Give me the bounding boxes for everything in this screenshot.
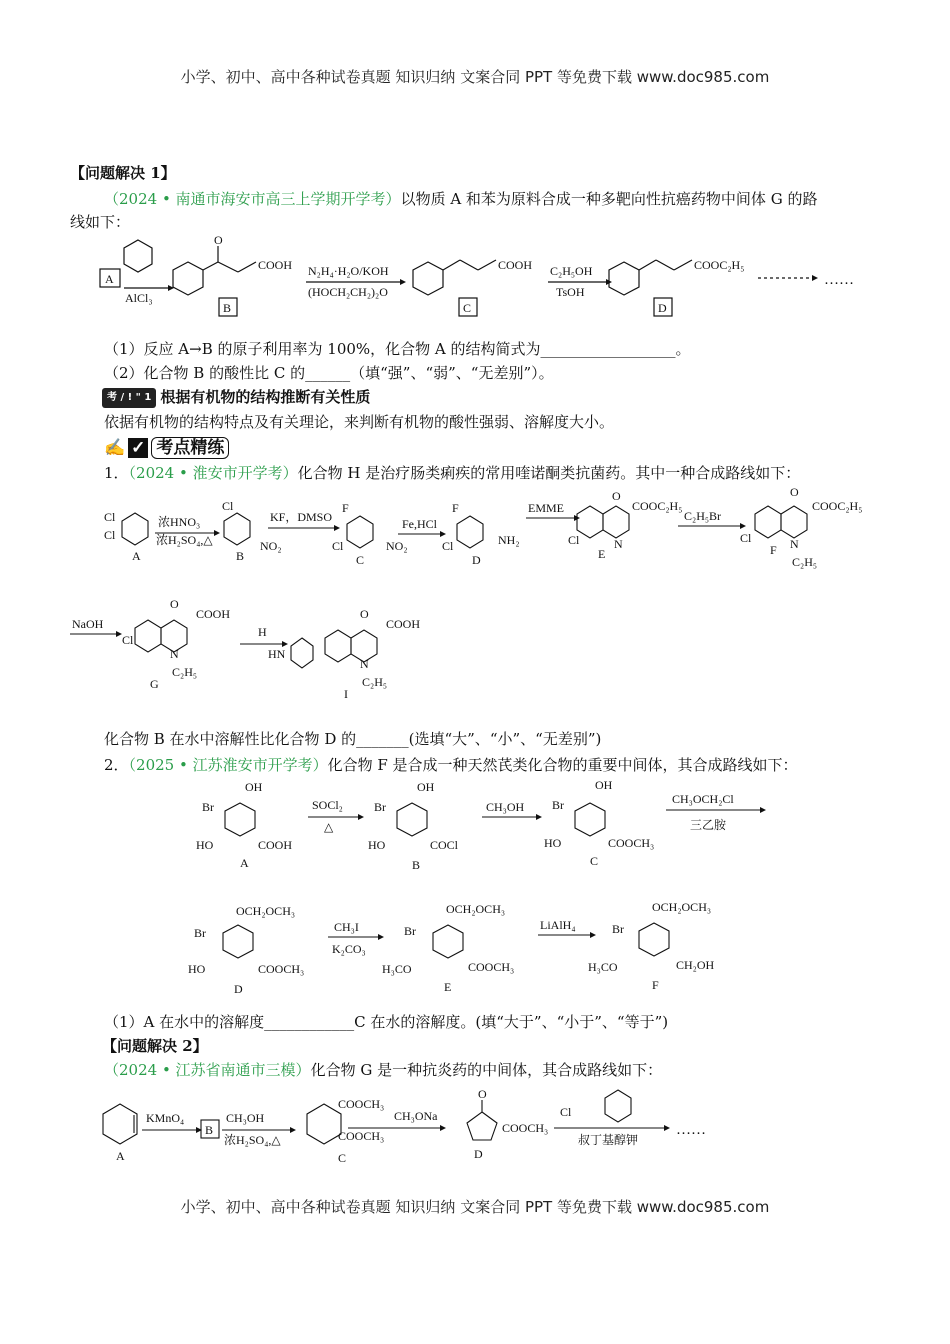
intro-text: 化合物 G 是一种抗炎药的中间体，其合成路线如下：	[310, 1061, 663, 1079]
cl-f: Cl	[740, 531, 752, 545]
ester-e: COOC₂H₅	[632, 499, 683, 513]
cocl-b: COCl	[430, 838, 459, 852]
h3co-f: H₃CO	[588, 960, 618, 974]
mom-f: OCH₂OCH₃	[652, 900, 712, 914]
label-B: B	[236, 549, 245, 563]
label-E: E	[598, 547, 606, 561]
reagent-alcl3: AlCl₃	[125, 291, 153, 305]
reagent-fe: Fe,HCl	[402, 517, 438, 531]
f-c: F	[342, 501, 349, 515]
et-f: C₂H₅	[792, 555, 818, 569]
label-D: D	[658, 301, 667, 315]
problem-1-intro	[104, 189, 817, 209]
ho-c: HO	[544, 836, 562, 850]
knowledge-point-title	[102, 387, 370, 408]
cl-e: Cl	[568, 533, 580, 547]
label-C: C	[463, 301, 472, 315]
label-D: D	[234, 982, 243, 996]
reagent-heat: △	[324, 820, 334, 834]
label-A: A	[116, 1149, 125, 1163]
practice-heading	[104, 438, 229, 458]
ester-e: COOCH₃	[468, 960, 515, 974]
cooh-c: COOH	[498, 258, 533, 272]
et-g: C₂H₅	[172, 665, 198, 679]
reagent-etbr: C₂H₅Br	[684, 509, 722, 523]
ester-d: COOCH₃	[258, 962, 305, 976]
reagent-kf: KF，DMSO	[270, 510, 333, 524]
practice-label: 考点精练	[151, 437, 229, 459]
f-d: F	[452, 501, 459, 515]
br-c: Br	[552, 798, 564, 812]
ho-d: HO	[188, 962, 206, 976]
n-i: N	[360, 657, 369, 671]
br-a: Br	[202, 800, 214, 814]
exercise-2	[104, 755, 798, 775]
reagent-emme: EMME	[528, 501, 564, 515]
reagent-socl2: SOCl₂	[312, 798, 343, 812]
cl-reagent: Cl	[560, 1105, 572, 1119]
label-C: C	[338, 1151, 347, 1165]
source-tag: （2024 • 淮安市开学考）	[128, 464, 298, 482]
intro-text: 以物质 A 和苯为原料合成一种多靶向性抗癌药物中间体 G 的路	[400, 190, 818, 208]
label-A: A	[132, 549, 141, 563]
o-g: O	[170, 597, 179, 611]
label-B: B	[223, 301, 232, 315]
no2-b: NO₂	[260, 539, 282, 553]
check-icon: ✓	[128, 438, 148, 458]
ch2oh-f: CH₂OH	[676, 958, 715, 972]
label-F: F	[652, 978, 659, 992]
oh-c: OH	[595, 778, 613, 792]
ho-a: HO	[196, 838, 214, 852]
ho-b: HO	[368, 838, 386, 852]
page-header: 小学、初中、高中各种试卷真题 知识归纳 文案合同 PPT 等免费下载 www.doc985.com	[180, 68, 770, 86]
cl-c: Cl	[332, 539, 344, 553]
n-g: N	[170, 647, 179, 661]
section-title-1: 【问题解决 1】	[70, 164, 176, 182]
reagent-n2h4: N₂H₄·H₂O/KOH	[308, 264, 389, 278]
nh2-d: NH₂	[498, 533, 520, 547]
exercise-1	[104, 463, 800, 483]
section-title-2: 【问题解决 2】	[102, 1037, 208, 1055]
cooh-g: COOH	[196, 607, 231, 621]
br-f: Br	[612, 922, 624, 936]
br-b: Br	[374, 800, 386, 814]
scheme-3a	[0, 775, 950, 885]
label-A: A	[240, 856, 249, 870]
o-d: O	[478, 1087, 487, 1101]
exercise-2-question: （1）A 在水中的溶解度____________C 在水的溶解度。(填“大于”、“小于”、“等于”)	[104, 1013, 669, 1031]
label-F: F	[770, 543, 777, 557]
mom-e: OCH₂OCH₃	[446, 902, 506, 916]
exercise-1-question: 化合物 B 在水中溶解性比化合物 D 的_______(选填“大”、“小”、“无差别”)	[104, 730, 602, 748]
kp-title-text: 根据有机物的结构推断有关性质	[160, 388, 371, 406]
reagent-ethanol: C₂H₅OH	[550, 264, 593, 278]
label-B: B	[412, 858, 421, 872]
source-tag: （2024 • 江苏省南通市三模）	[104, 1061, 311, 1079]
scheme-3b	[0, 893, 950, 1008]
page-footer: 小学、初中、高中各种试卷真题 知识归纳 文案合同 PPT 等免费下载 www.doc985.com	[180, 1198, 770, 1216]
reagent-tsoh: TsOH	[556, 285, 585, 299]
h3co-e: H₃CO	[382, 962, 412, 976]
hn-i: HN	[268, 647, 286, 661]
mom-d: OCH₂OCH₃	[236, 904, 296, 918]
reagent-naoh: NaOH	[72, 617, 104, 631]
reagent-meoh: CH₃OH	[486, 800, 525, 814]
br-d: Br	[194, 926, 206, 940]
label-I: I	[344, 687, 348, 701]
exercise-text: 化合物 F 是合成一种天然芪类化合物的重要中间体，其合成路线如下：	[327, 756, 798, 774]
label-C: C	[590, 854, 599, 868]
reagent-lialh4: LiAlH₄	[540, 918, 576, 932]
scheme-1	[0, 232, 950, 317]
kp-description: 依据有机物的结构特点及有关理论，来判断有机物的酸性强弱、溶解度大小。	[104, 413, 615, 431]
exercise-number: 2．	[104, 756, 129, 774]
reagent-tea: 三乙胺	[690, 818, 727, 832]
exercise-number: 1．	[104, 464, 129, 482]
problem-2-intro	[104, 1060, 662, 1080]
ketone-o: O	[214, 233, 223, 247]
scheme-4	[0, 1082, 950, 1167]
label-C: C	[356, 553, 365, 567]
cl-a1: Cl	[104, 510, 116, 524]
source-tag: （2025 • 江苏淮安市开学考）	[128, 756, 328, 774]
oh-a: OH	[245, 780, 263, 794]
kp-badge: 考 / ! " 1	[102, 388, 156, 408]
o-e: O	[612, 489, 621, 503]
label-A: A	[105, 272, 114, 286]
cooh-b: COOH	[258, 258, 293, 272]
cooh-a: COOH	[258, 838, 293, 852]
o-f: O	[790, 488, 799, 499]
ester-c: COOCH₃	[608, 836, 655, 850]
reagent-mei: CH₃I	[334, 920, 359, 934]
reagent-meoh: CH₃OH	[226, 1111, 265, 1125]
ester-d: COOC₂H₅	[694, 258, 745, 272]
reagent-momcl: CH₃OCH₂Cl	[672, 792, 734, 806]
ellipsis: ……	[676, 1122, 706, 1138]
reagent-h2so4: 浓H₂SO₄,△	[156, 533, 213, 547]
problem-1-intro-cont: 线如下：	[70, 213, 131, 231]
reagent-k2co3: K₂CO₃	[332, 942, 366, 956]
no2-c: NO₂	[386, 539, 408, 553]
nh-e: N	[614, 537, 623, 551]
reagent-hno3: 浓HNO₃	[158, 515, 201, 529]
cl-b: Cl	[222, 499, 234, 513]
cl-g: Cl	[122, 633, 134, 647]
oh-b: OH	[417, 780, 435, 794]
scheme-2b	[0, 592, 950, 702]
ester-f: COOC₂H₅	[812, 499, 863, 513]
o-i: O	[360, 607, 369, 621]
reagent-h: H	[258, 625, 267, 639]
question-1-2: （2）化合物 B 的酸性比 C 的______（填“强”、“弱”、“无差别”）。	[104, 364, 554, 382]
et-i: C₂H₅	[362, 675, 388, 689]
scheme-2a	[0, 488, 950, 588]
label-E: E	[444, 980, 452, 994]
n-f: N	[790, 537, 799, 551]
ester-d: COOCH₃	[502, 1121, 549, 1135]
ester-c1: COOCH₃	[338, 1097, 385, 1111]
pen-icon: ✍	[104, 438, 126, 458]
label-D: D	[472, 553, 481, 567]
exercise-text: 化合物 H 是治疗肠类痢疾的常用喹诺酮类抗菌药。其中一种合成路线如下：	[297, 464, 801, 482]
ellipsis: ……	[824, 272, 854, 288]
label-G: G	[150, 677, 159, 691]
reagent-tbuok: 叔丁基醇钾	[578, 1133, 639, 1147]
reagent-glycol: (HOCH₂CH₂)₂O	[308, 285, 388, 299]
source-tag: （2024 • 南通市海安市高三上学期开学考）	[104, 190, 401, 208]
reagent-h2so4: 浓H₂SO₄,△	[224, 1133, 281, 1147]
cooh-i: COOH	[386, 617, 421, 631]
ester-c2: COOCH₃	[338, 1129, 385, 1143]
label-B: B	[205, 1123, 214, 1137]
label-D: D	[474, 1147, 483, 1161]
reagent-kmno4: KMnO₄	[146, 1111, 185, 1125]
reagent-naome: CH₃ONa	[394, 1109, 438, 1123]
cl-d: Cl	[442, 539, 454, 553]
br-e: Br	[404, 924, 416, 938]
question-1-1: （1）反应 A→B 的原子利用率为 100%，化合物 A 的结构简式为__________________。	[104, 340, 691, 358]
cl-a2: Cl	[104, 528, 116, 542]
